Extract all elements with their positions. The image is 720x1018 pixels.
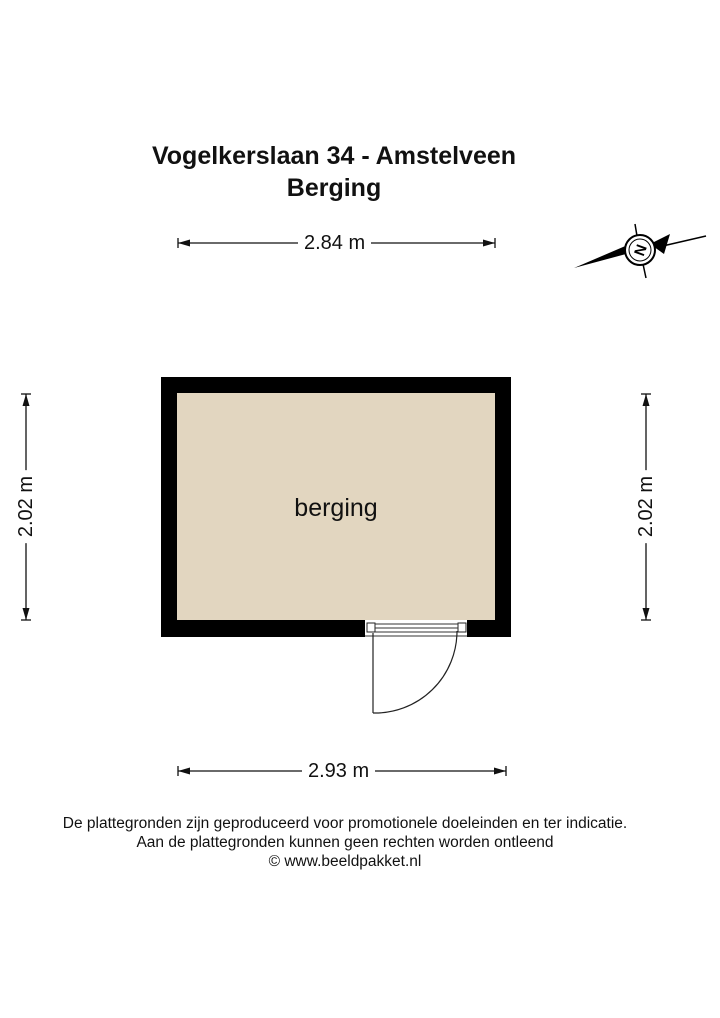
left-dimension-label: 2.02 m bbox=[15, 470, 37, 543]
door-swing-icon bbox=[373, 631, 457, 713]
north-arrow-icon bbox=[574, 224, 706, 278]
copyright-line: © www.beeldpakket.nl bbox=[268, 853, 422, 870]
room-label-berging: berging bbox=[294, 494, 378, 522]
right-dimension-label: 2.02 m bbox=[635, 470, 657, 543]
floor-subtitle: Berging bbox=[286, 174, 382, 202]
bottom-dimension-label: 2.93 m bbox=[302, 760, 375, 782]
address-title: Vogelkerslaan 34 - Amstelveen bbox=[151, 142, 517, 170]
compass-letter: N bbox=[631, 242, 651, 259]
disclaimer-line-1: De plattegronden zijn geproduceerd voor promotionele doeleinden en ter indicatie. bbox=[62, 815, 628, 832]
disclaimer-line-2: Aan de plattegronden kunnen geen rechten worden ontleend bbox=[136, 834, 554, 851]
top-dimension-label: 2.84 m bbox=[298, 232, 371, 254]
